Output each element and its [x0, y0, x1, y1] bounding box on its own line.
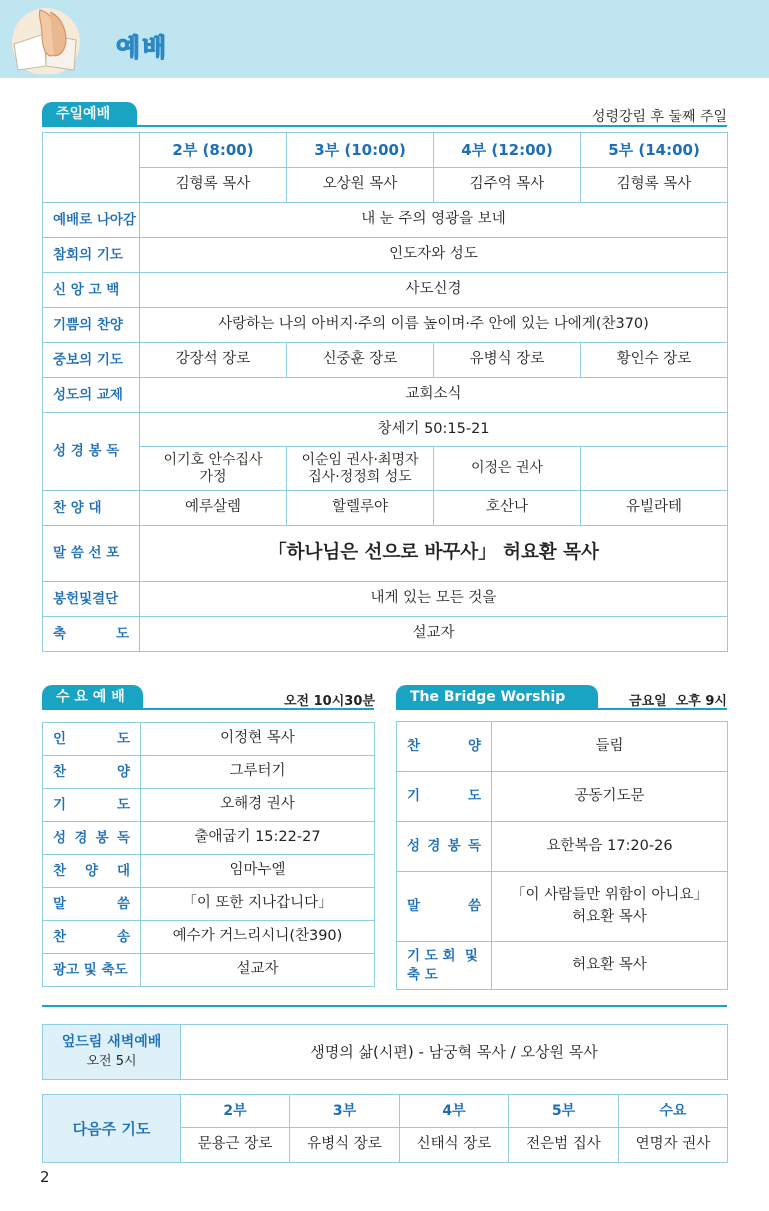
label-text: 인 도 — [53, 730, 130, 747]
prayer-leader: 유병식 장로 — [290, 1128, 400, 1163]
row-label: 기 도 회 및 축 도 — [397, 942, 492, 990]
row-value: 이정현 목사 — [141, 723, 375, 756]
label-text: 찬 양 대 — [53, 862, 130, 879]
row-label — [397, 872, 492, 942]
praying-hands-bible-icon — [6, 4, 98, 74]
service-time: 2부 (8:00) — [140, 133, 287, 168]
row-label: 말 씀 선 포 — [43, 526, 140, 582]
dawn-label: 엎드림 새벽예배 — [61, 1034, 162, 1051]
row-value: 그루터기 — [141, 756, 375, 789]
row-label: 기쁨의 찬양 — [43, 308, 140, 343]
sunday-section-label: 주일예배 — [42, 102, 137, 127]
sunday-table — [42, 132, 728, 652]
row-label — [397, 772, 492, 822]
row-value: 설교자 — [140, 617, 728, 652]
service-preacher: 김형록 목사 — [581, 168, 728, 203]
row-value: 내 눈 주의 영광을 보네 — [140, 203, 728, 238]
label-text: 찬 송 — [53, 928, 130, 945]
service-header: 3부 — [290, 1095, 400, 1128]
row-label: 예배로 나아감 — [43, 203, 140, 238]
intercessor: 신중훈 장로 — [287, 343, 434, 378]
row-label: 참회의 기도 — [43, 238, 140, 273]
row-value: 「이 또한 지나갑니다」 — [141, 888, 375, 921]
row-value: 사도신경 — [140, 273, 728, 308]
dawn-table — [42, 1024, 728, 1080]
reader: 이순임 권사·최명자 집사·정정희 성도 — [287, 447, 434, 491]
row-value: 오해경 권사 — [141, 789, 375, 822]
next-prayer-table — [42, 1094, 728, 1163]
service-preacher: 김주억 목사 — [434, 168, 581, 203]
row-label — [43, 756, 141, 789]
label-text: 찬 양 — [53, 763, 130, 780]
intercessor: 황인수 장로 — [581, 343, 728, 378]
label-text: 성 경 봉 독 — [407, 838, 481, 855]
row-value: 출애굽기 15:22-27 — [141, 822, 375, 855]
bridge-section-note: 금요일 오후 9시 — [629, 694, 727, 709]
reader: 이기호 안수집사 가정 — [140, 447, 287, 491]
page-title: 예배 — [116, 33, 169, 62]
bridge-table — [396, 721, 728, 990]
label-text: 축 도 — [53, 625, 129, 642]
bridge-section-label: The Bridge Worship — [396, 685, 598, 710]
wednesday-table — [42, 722, 375, 987]
prayer-leader: 신태식 장로 — [400, 1128, 509, 1163]
row-value: 「이 사람들만 위함이 아니요」 허요환 목사 — [492, 872, 728, 942]
row-label: 성 경 봉 독 — [43, 413, 140, 491]
service-header: 4부 — [400, 1095, 509, 1128]
row-label: 성도의 교제 — [43, 378, 140, 413]
wednesday-section-label: 수 요 예 배 — [42, 685, 143, 710]
corner-cell — [43, 133, 140, 203]
reader: 이정은 권사 — [434, 447, 581, 491]
row-value: 설교자 — [141, 954, 375, 987]
label-text: 성 경 봉 독 — [53, 829, 130, 846]
label-text: 기 도 — [407, 788, 481, 805]
row-label — [43, 617, 140, 652]
row-value: 예수가 거느리시니(찬390) — [141, 921, 375, 954]
row-label — [43, 723, 141, 756]
page-number: 2 — [40, 1168, 50, 1186]
label-text: 찬 양 — [407, 738, 481, 755]
intercessor: 강장석 장로 — [140, 343, 287, 378]
wednesday-section-note: 오전 10시30분 — [284, 694, 375, 709]
next-prayer-label: 다음주 기도 — [43, 1095, 181, 1163]
service-header: 2부 — [181, 1095, 290, 1128]
dawn-value: 생명의 삶(시편) - 남궁혁 목사 / 오상원 목사 — [181, 1025, 728, 1080]
choir: 예루살렘 — [140, 491, 287, 526]
prayer-leader: 전은범 집사 — [509, 1128, 619, 1163]
row-value: 내게 있는 모든 것을 — [140, 582, 728, 617]
intercessor: 유병식 장로 — [434, 343, 581, 378]
sunday-section-note: 성령강림 후 둘째 주일 — [591, 109, 727, 125]
row-value: 공동기도문 — [492, 772, 728, 822]
choir: 유빌라테 — [581, 491, 728, 526]
row-value: 사랑하는 나의 아버지·주의 이름 높이며·주 안에 있는 나에게(찬370) — [140, 308, 728, 343]
row-value: 교회소식 — [140, 378, 728, 413]
row-label — [43, 855, 141, 888]
row-value: 들림 — [492, 722, 728, 772]
sermon-title: 「하나님은 선으로 바꾸사」 허요환 목사 — [140, 526, 728, 582]
dawn-label-cell — [43, 1025, 181, 1080]
label-text: 말 씀 — [53, 895, 130, 912]
row-value: 요한복음 17:20-26 — [492, 822, 728, 872]
row-label: 찬 양 대 — [43, 491, 140, 526]
service-time: 4부 (12:00) — [434, 133, 581, 168]
row-label — [43, 822, 141, 855]
row-label — [43, 789, 141, 822]
service-header: 5부 — [509, 1095, 619, 1128]
section-divider — [42, 1005, 727, 1007]
service-preacher: 오상원 목사 — [287, 168, 434, 203]
row-value: 임마누엘 — [141, 855, 375, 888]
service-preacher: 김형록 목사 — [140, 168, 287, 203]
prayer-leader: 연명자 권사 — [619, 1128, 728, 1163]
choir: 할렐루야 — [287, 491, 434, 526]
row-label: 봉헌및결단 — [43, 582, 140, 617]
dawn-time: 오전 5시 — [86, 1054, 137, 1070]
reader — [581, 447, 728, 491]
row-value: 인도자와 성도 — [140, 238, 728, 273]
service-time: 5부 (14:00) — [581, 133, 728, 168]
row-value: 허요환 목사 — [492, 942, 728, 990]
row-label: 광고 및 축도 — [43, 954, 141, 987]
prayer-leader: 문용근 장로 — [181, 1128, 290, 1163]
scripture-passage: 창세기 50:15-21 — [140, 413, 728, 447]
service-time: 3부 (10:00) — [287, 133, 434, 168]
row-label — [43, 921, 141, 954]
row-label — [43, 888, 141, 921]
label-text: 말 씀 — [407, 898, 481, 915]
choir: 호산나 — [434, 491, 581, 526]
label-text: 기 도 — [53, 796, 130, 813]
row-label: 신 앙 고 백 — [43, 273, 140, 308]
row-label — [397, 822, 492, 872]
service-header: 수요 — [619, 1095, 728, 1128]
row-label — [397, 722, 492, 772]
row-label: 중보의 기도 — [43, 343, 140, 378]
